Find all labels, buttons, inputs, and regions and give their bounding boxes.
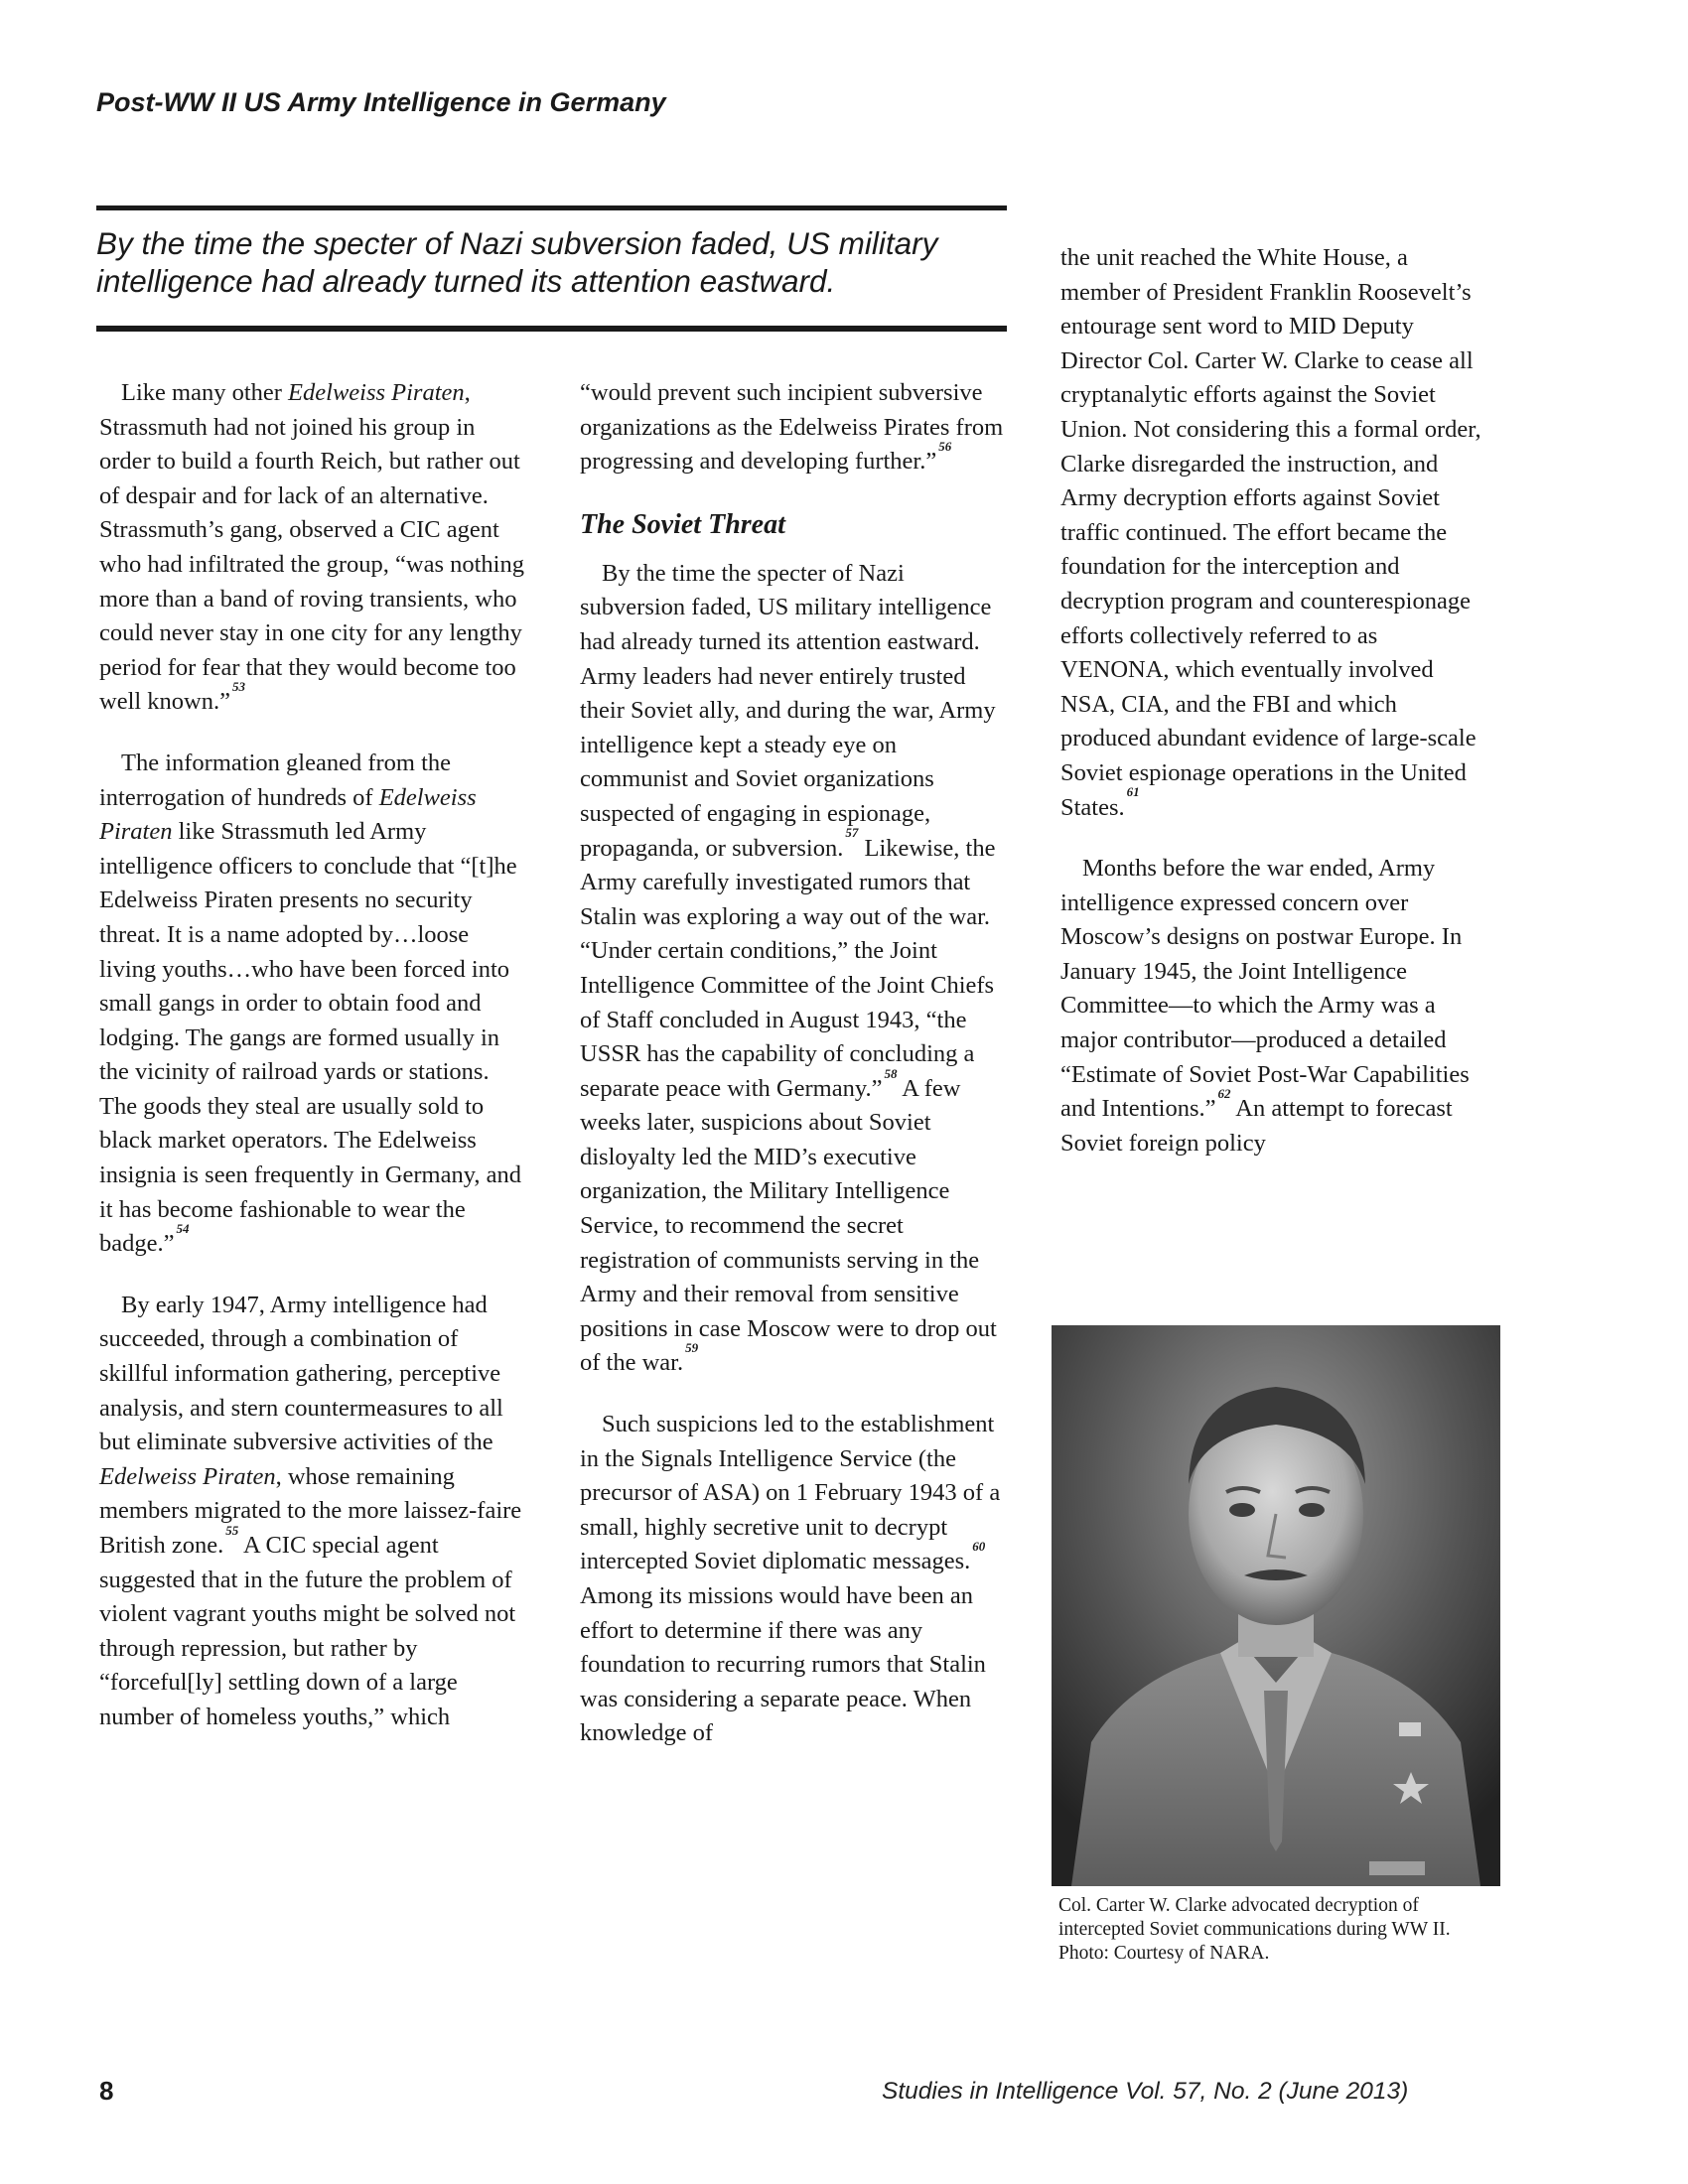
portrait-photo [1052, 1325, 1500, 1886]
paragraph: The information gleaned from the interrogation of hundreds of Edelweiss Piraten like Strassmuth led Army intelligence officers to conclude that “[t]he Edelweiss Piraten presents no security threat. It is a name adopted by…loose living youths…who have been forced into small gangs in order to obtain food and lodging. The gangs are formed usually in the vicinity of railroad yards or stations. The goods they steal are usually sold to black market operators. The Edelweiss insignia is seen frequently in Germany, and it has become fashionable to wear the badge.”$^{54}$ [99, 749, 522, 1258]
running-header: Post-WW II US Army Intelligence in Germany [96, 87, 666, 117]
footnote-ref: 54 [176, 1221, 190, 1237]
page-number: 8 [99, 2076, 114, 2106]
footnote-ref: 55 [225, 1522, 239, 1538]
footnote-ref: 60 [972, 1539, 986, 1555]
column-3 [1060, 241, 1489, 1187]
footnote-ref: 61 [1126, 784, 1140, 800]
section-heading: The Soviet Threat [580, 508, 785, 540]
footnote-ref: 58 [884, 1065, 898, 1081]
paragraph: Such suspicions led to the establishment in the Signals Intelligence Service (the precursor of ASA) on 1 February 1943 of a small, highly secretive unit to decrypt intercepted Soviet diplomatic messages.$^{60}$ Among its missions would have been an effort to determine if there was any foundation to recurring rumors that Stalin was considering a separate peace. When knowledge of [580, 1411, 1001, 1747]
photo-caption: Col. Carter W. Clarke advocated decryption of intercepted Soviet communications during WW II. Photo: Courtesy of NARA. [1058, 1895, 1451, 1964]
paragraph: “would prevent such incipient subversive organizations as the Edelweiss Pirates from progressing and developing further.”$^{56}$ [580, 379, 1004, 476]
footnote-ref: 53 [232, 679, 245, 695]
publication-footer: Studies in Intelligence Vol. 57, No. 2 (June 2013) [882, 2078, 1409, 2105]
footnote-ref: 62 [1217, 1086, 1231, 1102]
footnote-ref: 57 [845, 825, 859, 841]
column-2 [580, 376, 1009, 1778]
paragraph: Like many other Edelweiss Piraten, Strassmuth had not joined his group in order to build a fourth Reich, but rather out of despair and for lack of an alternative. Strassmuth’s gang, observed a CIC agent who had infiltrated the group, “was nothing more than a band of roving transients, who could never stay in one city for any lengthy period for fear that they would become too well known.”$^{53}$ [99, 379, 524, 716]
pull-quote: By the time the specter of Nazi subversion faded, US military intelligence had already turned its attention eastward. [96, 205, 1007, 332]
paragraph: By the time the specter of Nazi subversion faded, US military intelligence had already turned its attention eastward. Army leaders had never entirely trusted their Soviet ally, and during the war, Army intelligence kept a steady eye on communist and Soviet organizations suspected of engaging in espionage, propaganda, or subversion.$^{57}$ Likewise, the Army carefully investigated rumors that Stalin was exploring a way out of the war. “Under certain conditions,” the Joint Intelligence Committee of the Joint Chiefs of Staff concluded in August 1943, “the USSR has the capability of concluding a separate peace with Germany.”$^{58}$ A few weeks later, suspicions about Soviet disloyalty led the MID’s executive organization, the Military Intelligence Service, to recommend the secret registration of communists serving in the Army and their removal from sensitive positions in case Moscow were to drop out of the war.$^{59}$ [580, 559, 997, 1377]
paragraph: Months before the war ended, Army intelligence expressed concern over Moscow’s designs on postwar Europe. In January 1945, the Joint Intelligence Committee—to which the Army was a major contributor—produced a detailed “Estimate of Soviet Post-War Capabilities and Intentions.”$^{62}$ An attempt to forecast Soviet foreign policy [1060, 855, 1470, 1157]
column-1 [99, 376, 526, 1762]
portrait-illustration [1052, 1325, 1500, 1886]
paragraph: By early 1947, Army intelligence had succeeded, through a combination of skillful information gathering, perceptive analysis, and stern countermeasures to all but eliminate subversive activities of the Edelweiss Piraten, whose remaining members migrated to the more laissez-faire British zone.$^{55}$ A CIC special agent suggested that in the future the problem of violent vagrant youths might be solved not through repression, but rather by “forceful[ly] settling down of a large number of homeless youths,” which [99, 1291, 522, 1730]
footnote-ref: 59 [685, 1340, 699, 1356]
footnote-ref: 56 [938, 439, 952, 455]
paragraph: the unit reached the White House, a member of President Franklin Roosevelt’s entourage sent word to MID Deputy Director Col. Carter W. Clarke to cease all cryptanalytic efforts against the Soviet Union. Not considering this a formal order, Clarke disregarded the instruction, and Army decryption efforts against Soviet traffic continued. The effort became the foundation for the interception and decryption program and counterespionage efforts collectively referred to as VENONA, which eventually involved NSA, CIA, and the FBI and which produced abundant evidence of large-scale Soviet espionage operations in the United States.$^{61}$ [1060, 244, 1481, 821]
